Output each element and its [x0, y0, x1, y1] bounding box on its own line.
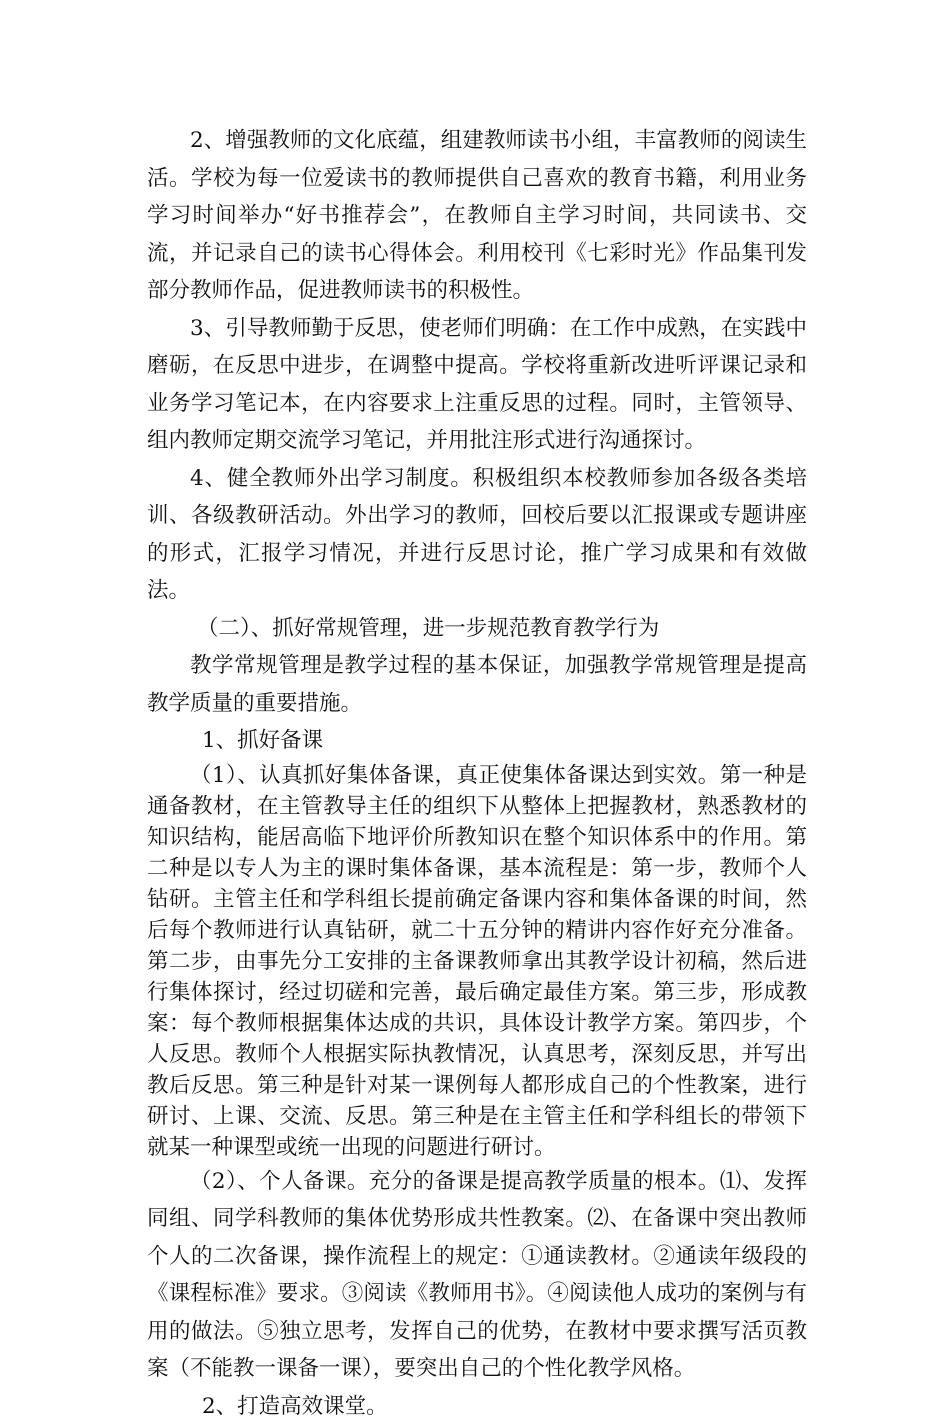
paragraph-external-study: 4、健全教师外出学习制度。积极组织本校教师参加各级各类培训、各级教研活动。外出学习的教师，回校后要以汇报课或专题讲座的形式，汇报学习情况，并进行反思讨论，推广学习成果和有效做法。 — [147, 460, 807, 610]
subheading-lesson-preparation: 1、抓好备课 — [147, 722, 807, 760]
subheading-efficient-classroom: 2、打造高效课堂。 — [147, 1388, 807, 1425]
paragraph-reflection: 3、引导教师勤于反思，使老师们明确：在工作中成熟，在实践中磨砺，在反思中进步，在调整中提高。学校将重新改进听评课记录和业务学习笔记本，在内容要求上注重反思的过程。同时，主管领导、组内教师定期交流学习笔记，并用批注形式进行沟通探讨。 — [147, 310, 807, 460]
document-page — [147, 122, 807, 1425]
paragraph-individual-preparation: （2）、个人备课。充分的备课是提高教学质量的根本。⑴、发挥同组、同学科教师的集体优势形成共性教案。⑵、在备课中突出教师个人的二次备课，操作流程上的规定：①通读教材。②通读年级段的《课程标准》要求。③阅读《教师用书》。④阅读他人成功的案例与有用的做法。⑤独立思考，发挥自己的优势，在教材中要求撰写活页教案（不能教一课备一课），要突出自己的个性化教学风格。 — [147, 1163, 807, 1388]
paragraph-collective-preparation: （1）、认真抓好集体备课，真正使集体备课达到实效。第一种是通备教材，在主管教导主任的组织下从整体上把握教材，熟悉教材的知识结构，能居高临下地评价所教知识在整个知识体系中的作用。第二种是以专人为主的课时集体备课，基本流程是：第一步，教师个人钻研。主管主任和学科组长提前确定备课内容和集体备课的时间，然后每个教师进行认真钻研，就二十五分钟的精讲内容作好充分准备。第二步，由事先分工安排的主备课教师拿出其教学设计初稿，然后进行集体探讨，经过切磋和完善，最后确定最佳方案。第三步，形成教案：每个教师根据集体达成的共识，具体设计教学方案。第四步，个人反思。教师个人根据实际执教情况，认真思考，深刻反思，并写出教后反思。第三种是针对某一课例每人都形成自己的个性教案，进行研讨、上课、交流、反思。第三种是在主管主任和学科组长的带领下就某一种课型或统一出现的问题进行研讨。 — [147, 760, 807, 1163]
section-heading-routine-management: （二）、抓好常规管理，进一步规范教育教学行为 — [147, 610, 807, 648]
paragraph-reading-group: 2、增强教师的文化底蕴，组建教师读书小组，丰富教师的阅读生活。学校为每一位爱读书的教师提供自己喜欢的教育书籍，利用业务学习时间举办“好书推荐会”，在教师自主学习时间，共同读书、交流，并记录自己的读书心得体会。利用校刊《七彩时光》作品集刊发部分教师作品，促进教师读书的积极性。 — [147, 122, 807, 310]
paragraph-routine-management: 教学常规管理是教学过程的基本保证，加强教学常规管理是提高教学质量的重要措施。 — [147, 647, 807, 722]
